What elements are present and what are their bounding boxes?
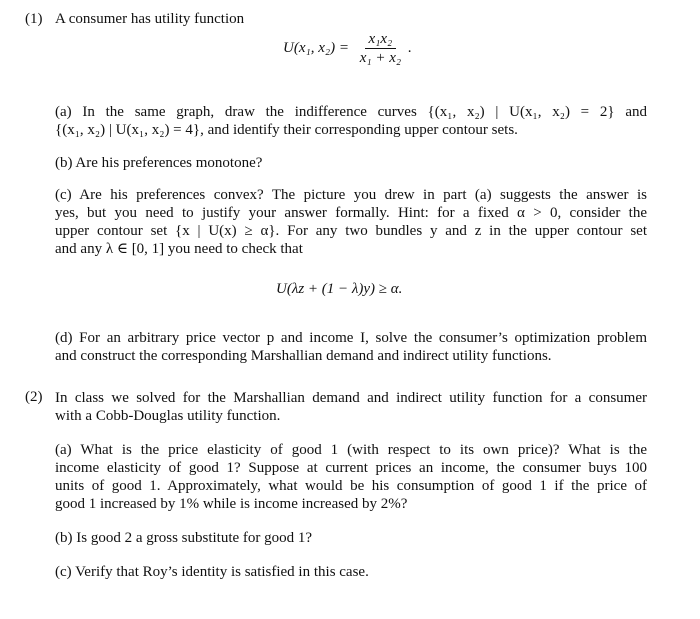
text-line: (d) For an arbitrary price vector p and income I, solve the consumer’s optimization problem <box>55 330 647 346</box>
q2-part-b <box>55 529 647 547</box>
q1-part-a <box>55 103 647 139</box>
text-line: and any λ ∈ [0, 1] you need to check that <box>55 241 303 257</box>
text-line: (b) Are his preferences monotone? <box>55 155 263 171</box>
q1-part-b <box>55 154 647 172</box>
text-line: (c) Are his preferences convex? The picture you drew in part (a) suggests the answer is <box>55 187 647 203</box>
text-line: (c) Verify that Roy’s identity is satisfied in this case. <box>55 564 369 580</box>
denominator: x₁ + x₂ <box>359 50 402 66</box>
text-line: and construct the corresponding Marshallian demand and indirect utility functions. <box>55 348 552 364</box>
text-line: {(x₁, x₂) | U(x₁, x₂) = 4}, and identify their corresponding upper contour sets. <box>55 122 518 138</box>
text-line: (b) Is good 2 a gross substitute for good 1? <box>55 530 313 546</box>
text-line: good 1 increased by 1% while is income increased by 2%? <box>55 496 408 512</box>
q2-part-a <box>55 441 647 513</box>
text-line: units of good 1. Approximately, what would be his consumption of good 1 if the price of <box>55 478 647 494</box>
utility-formula <box>283 30 412 67</box>
q1-intro: A consumer has utility function <box>55 11 245 27</box>
text-line: upper contour set {x | U(x) ≥ α}. For any two bundles y and z in the upper contour set <box>55 223 647 239</box>
q1-part-c <box>55 186 647 258</box>
text-line: In class we solved for the Marshallian demand and indirect utility function for a consumer <box>55 390 647 406</box>
text-line: (a) What is the price elasticity of good 1 (with respect to its own price)? What is the <box>55 442 647 458</box>
convexity-formula: U(λz + (1 − λ)y) ≥ α. <box>276 281 403 297</box>
q2-part-c <box>55 563 647 581</box>
text-line: (a) In the same graph, draw the indifference curves {(x₁, x₂) | U(x₁, x₂) = 2} and <box>55 104 647 120</box>
text-line: yes, but you need to justify your answer formally. Hint: for a fixed α > 0, consider the <box>55 205 647 221</box>
numerator: x₁x₂ <box>365 30 397 49</box>
q1-part-d <box>55 329 647 365</box>
q1-label: (1) <box>25 11 43 27</box>
fraction <box>356 30 405 67</box>
text-line: with a Cobb-Douglas utility function. <box>55 408 281 424</box>
q2-label: (2) <box>25 389 43 405</box>
text-line: income elasticity of good 1? Suppose at current prices an income, the consumer buys 100 <box>55 460 647 476</box>
q2-intro <box>55 389 647 425</box>
formula-lhs: U(x₁, x₂) = <box>283 39 349 56</box>
formula-tail: . <box>408 39 412 56</box>
